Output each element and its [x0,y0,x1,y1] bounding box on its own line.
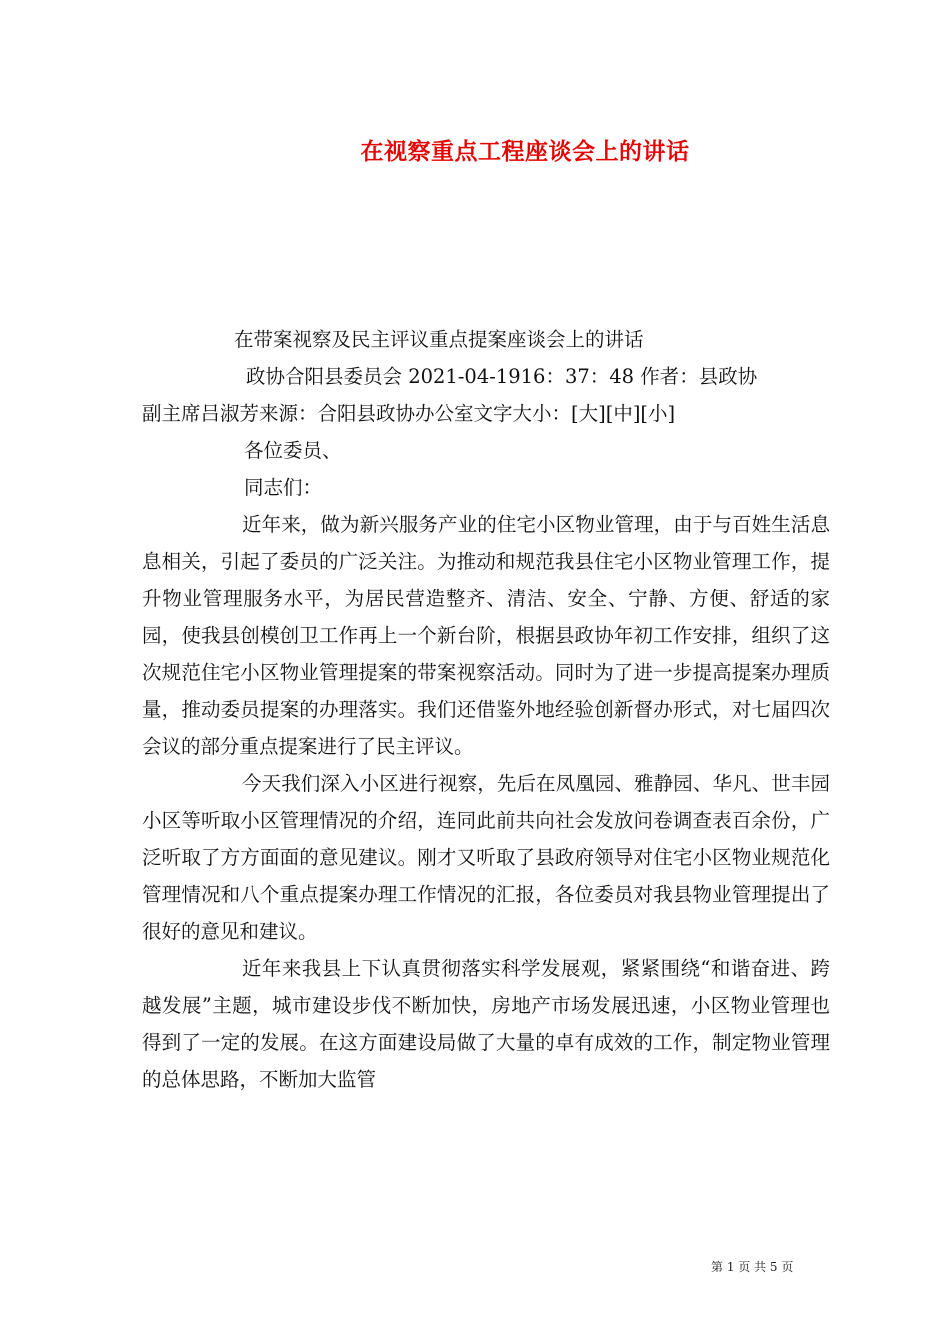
meta-line-2: 副主席吕淑芳来源：合阳县政协办公室文字大小：[大][中][小] [142,402,676,425]
page-number: 第 1 页 共 5 页 [711,1260,794,1274]
speech-heading: 在带案视察及民主评议重点提案座谈会上的讲话 [234,328,644,351]
paragraph-3: 近年来我县上下认真贯彻落实科学发展观，紧紧围绕“和谐奋进、跨越发展”主题，城市建设步伐不断加快，房地产市场发展迅速，小区物业管理也得到了一定的发展。在这方面建设局做了大量的卓有成效的工作，制定物业管理的总体思路，不断加大监管 [142,957,830,1091]
meta-line-1: 政协合阳县委员会 2021-04-1916：37：48 作者：县政协 [246,365,758,388]
document-body [142,321,830,1098]
paragraph-2: 今天我们深入小区进行视察，先后在凤凰园、雅静园、华凡、世丰园小区等听取小区管理情况的介绍，连同此前共向社会发放问卷调查表百余份，广泛听取了方方面面的意见建议。刚才又听取了县政府领导对住宅小区物业规范化管理情况和八个重点提案办理工作情况的汇报，各位委员对我县物业管理提出了很好的意见和建议。 [142,772,830,943]
greeting-line-1: 各位委员、 [244,439,342,462]
paragraph-1: 近年来，做为新兴服务产业的住宅小区物业管理，由于与百姓生活息息相关，引起了委员的广泛关注。为推动和规范我县住宅小区物业管理工作，提升物业管理服务水平，为居民营造整齐、清洁、安全、宁静、方便、舒适的家园，使我县创模创卫工作再上一个新台阶，根据县政协年初工作安排，组织了这次规范住宅小区物业管理提案的带案视察活动。同时为了进一步提高提案办理质量，推动委员提案的办理落实。我们还借鉴外地经验创新督办形式，对七届四次会议的部分重点提案进行了民主评议。 [142,513,830,758]
document-title: 在视察重点工程座谈会上的讲话 [360,138,690,165]
greeting-line-2: 同志们： [244,476,323,499]
